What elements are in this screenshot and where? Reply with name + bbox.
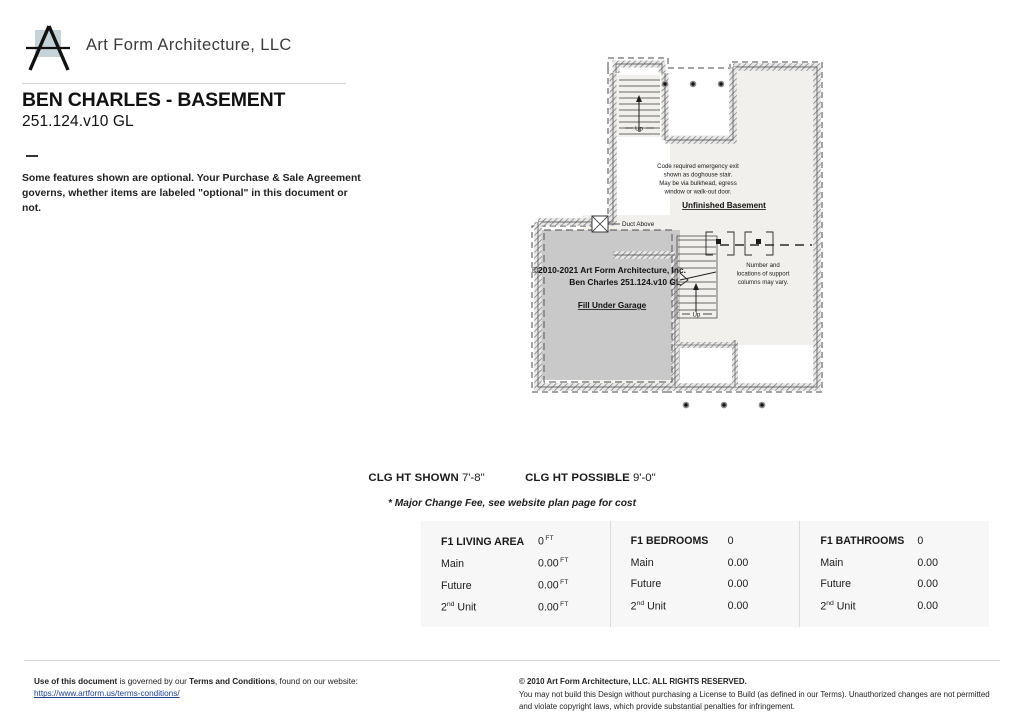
stats-panel bbox=[421, 521, 989, 627]
clg-ht-shown-value: 7'-8" bbox=[461, 472, 485, 484]
clg-ht-possible-value: 9'-0" bbox=[632, 472, 656, 484]
stat-label: Future bbox=[630, 578, 662, 590]
footer-use-bold: Use of this document bbox=[34, 677, 118, 686]
stat-value: 0.00 bbox=[727, 600, 749, 613]
optional-features-note: Some features shown are optional. Your Purchase & Sale Agreement governs, whether items are labeled "optional" in this document or not. bbox=[22, 173, 361, 214]
foundation-wall-top-notch bbox=[665, 67, 733, 140]
stat-column-bedrooms bbox=[610, 521, 800, 627]
major-change-fee-note: * Major Change Fee, see website plan page for cost bbox=[388, 498, 636, 509]
stat-row bbox=[441, 601, 610, 614]
stat-value: 0.00 $^{FT}$ bbox=[538, 557, 569, 570]
artform-a-logo-icon bbox=[24, 24, 74, 72]
stair-up-label-main: Up bbox=[692, 312, 701, 319]
stat-label: 2nd Unit bbox=[441, 601, 477, 614]
brand-name: Art Form Architecture, LLC bbox=[86, 36, 292, 54]
footer-tail-text: , found on our website: bbox=[275, 677, 358, 686]
fixture-marker bbox=[721, 402, 728, 409]
stat-label: Future bbox=[820, 578, 851, 590]
stat-title: F1 LIVING AREA bbox=[441, 535, 525, 548]
license-notice: You may not build this Design without purchasing a License to Build (as defined in our Terms). Unauthorized changes are not permitted and violate copyright laws, which provide substantial penalties for infringement. bbox=[519, 690, 990, 712]
terms-conditions-link[interactable]: https://www.artform.us/terms-conditions/ bbox=[34, 689, 180, 699]
stat-label: Main bbox=[820, 556, 844, 569]
room-label-unfinished-basement: Unfinished Basement bbox=[682, 201, 766, 210]
ceiling-height-row bbox=[0, 468, 1024, 486]
stat-column-bathrooms bbox=[799, 521, 989, 627]
stat-value: 0.00 bbox=[917, 600, 938, 613]
copyright-notice: © 2010 Art Form Architecture, LLC. ALL RIGHTS RESERVED. bbox=[519, 677, 747, 686]
stat-label: 2nd Unit bbox=[820, 599, 856, 613]
footer-terms bbox=[34, 676, 434, 701]
columns-note-line-2: locations of support bbox=[736, 270, 790, 278]
unit-superscript: FT bbox=[560, 557, 569, 565]
stat-row bbox=[820, 535, 989, 547]
fixture-marker bbox=[718, 81, 725, 88]
stat-title: F1 BATHROOMS bbox=[820, 535, 905, 547]
page-title: BEN CHARLES - BASEMENT bbox=[22, 89, 286, 111]
unit-superscript: FT bbox=[560, 579, 569, 587]
egress-note-line-4: window or walk-out door. bbox=[664, 188, 732, 196]
egress-note-line-1: Code required emergency exit bbox=[657, 163, 739, 170]
stair-up-label-doghouse: Up bbox=[635, 126, 643, 133]
stat-row bbox=[631, 600, 800, 613]
header-divider bbox=[22, 83, 346, 84]
stat-row bbox=[631, 578, 800, 590]
stat-row bbox=[820, 578, 989, 590]
stat-label: Main bbox=[441, 557, 464, 570]
stat-row bbox=[820, 557, 989, 569]
egress-note-line-2: shown as doghouse stair. bbox=[663, 171, 733, 179]
stat-value: 0 bbox=[727, 535, 734, 547]
stat-row bbox=[631, 535, 800, 547]
egress-note-line-3: May be via bulkhead, egress bbox=[659, 180, 737, 187]
stat-value: 0 bbox=[917, 535, 924, 547]
room-label-fill-under-garage: Fill Under Garage bbox=[577, 301, 647, 310]
duct-above-label: Duct Above bbox=[622, 221, 655, 228]
stat-label: Future bbox=[441, 579, 472, 592]
stat-row bbox=[441, 535, 610, 548]
stat-title: F1 BEDROOMS bbox=[630, 535, 709, 547]
stat-value: 0.00 bbox=[727, 556, 749, 569]
columns-note-line-3: columns may vary. bbox=[737, 279, 789, 286]
unit-superscript: FT bbox=[560, 601, 569, 609]
fixture-marker bbox=[683, 402, 690, 409]
stat-value: 0.00 $^{FT}$ bbox=[538, 601, 569, 614]
fixture-marker bbox=[759, 402, 766, 409]
footer-divider bbox=[24, 660, 1000, 661]
stat-value: 0.00 bbox=[917, 556, 938, 569]
footer-copyright bbox=[519, 676, 999, 713]
stat-row bbox=[631, 557, 800, 569]
stat-value: 0.00 bbox=[727, 578, 749, 590]
stat-row bbox=[820, 600, 989, 613]
stat-label: Main bbox=[630, 556, 654, 569]
plan-copyright-line-1: ©2010-2021 Art Form Architecture, Inc. bbox=[531, 265, 686, 275]
stat-row bbox=[441, 579, 610, 592]
clg-ht-possible bbox=[525, 472, 656, 484]
footer-terms-bold: Terms and Conditions bbox=[189, 677, 275, 686]
stat-row bbox=[441, 557, 610, 570]
brand-header bbox=[24, 24, 354, 72]
stat-column-living-area bbox=[421, 521, 610, 627]
clg-ht-shown-label: CLG HT SHOWN bbox=[368, 472, 459, 484]
stat-label: 2nd Unit bbox=[630, 599, 666, 613]
columns-note-line-1: Number and bbox=[746, 262, 780, 269]
plan-copyright-line-2: Ben Charles 251.124.v10 GL bbox=[569, 277, 681, 287]
clg-ht-shown bbox=[368, 472, 484, 484]
stat-value: 0 $^{FT}$ bbox=[538, 535, 554, 548]
stat-value: 0.00 $^{FT}$ bbox=[538, 579, 569, 592]
page-subtitle: 251.124.v10 GL bbox=[22, 113, 134, 130]
fixture-marker bbox=[662, 81, 669, 88]
fixture-marker bbox=[690, 81, 697, 88]
stat-value: 0.00 bbox=[917, 578, 938, 590]
clg-ht-possible-label: CLG HT POSSIBLE bbox=[525, 472, 630, 484]
footer-mid-text: is governed by our bbox=[117, 677, 190, 686]
foundation-wall-left-upper bbox=[538, 140, 613, 222]
dash-divider bbox=[26, 155, 38, 157]
unit-superscript: FT bbox=[545, 535, 554, 542]
